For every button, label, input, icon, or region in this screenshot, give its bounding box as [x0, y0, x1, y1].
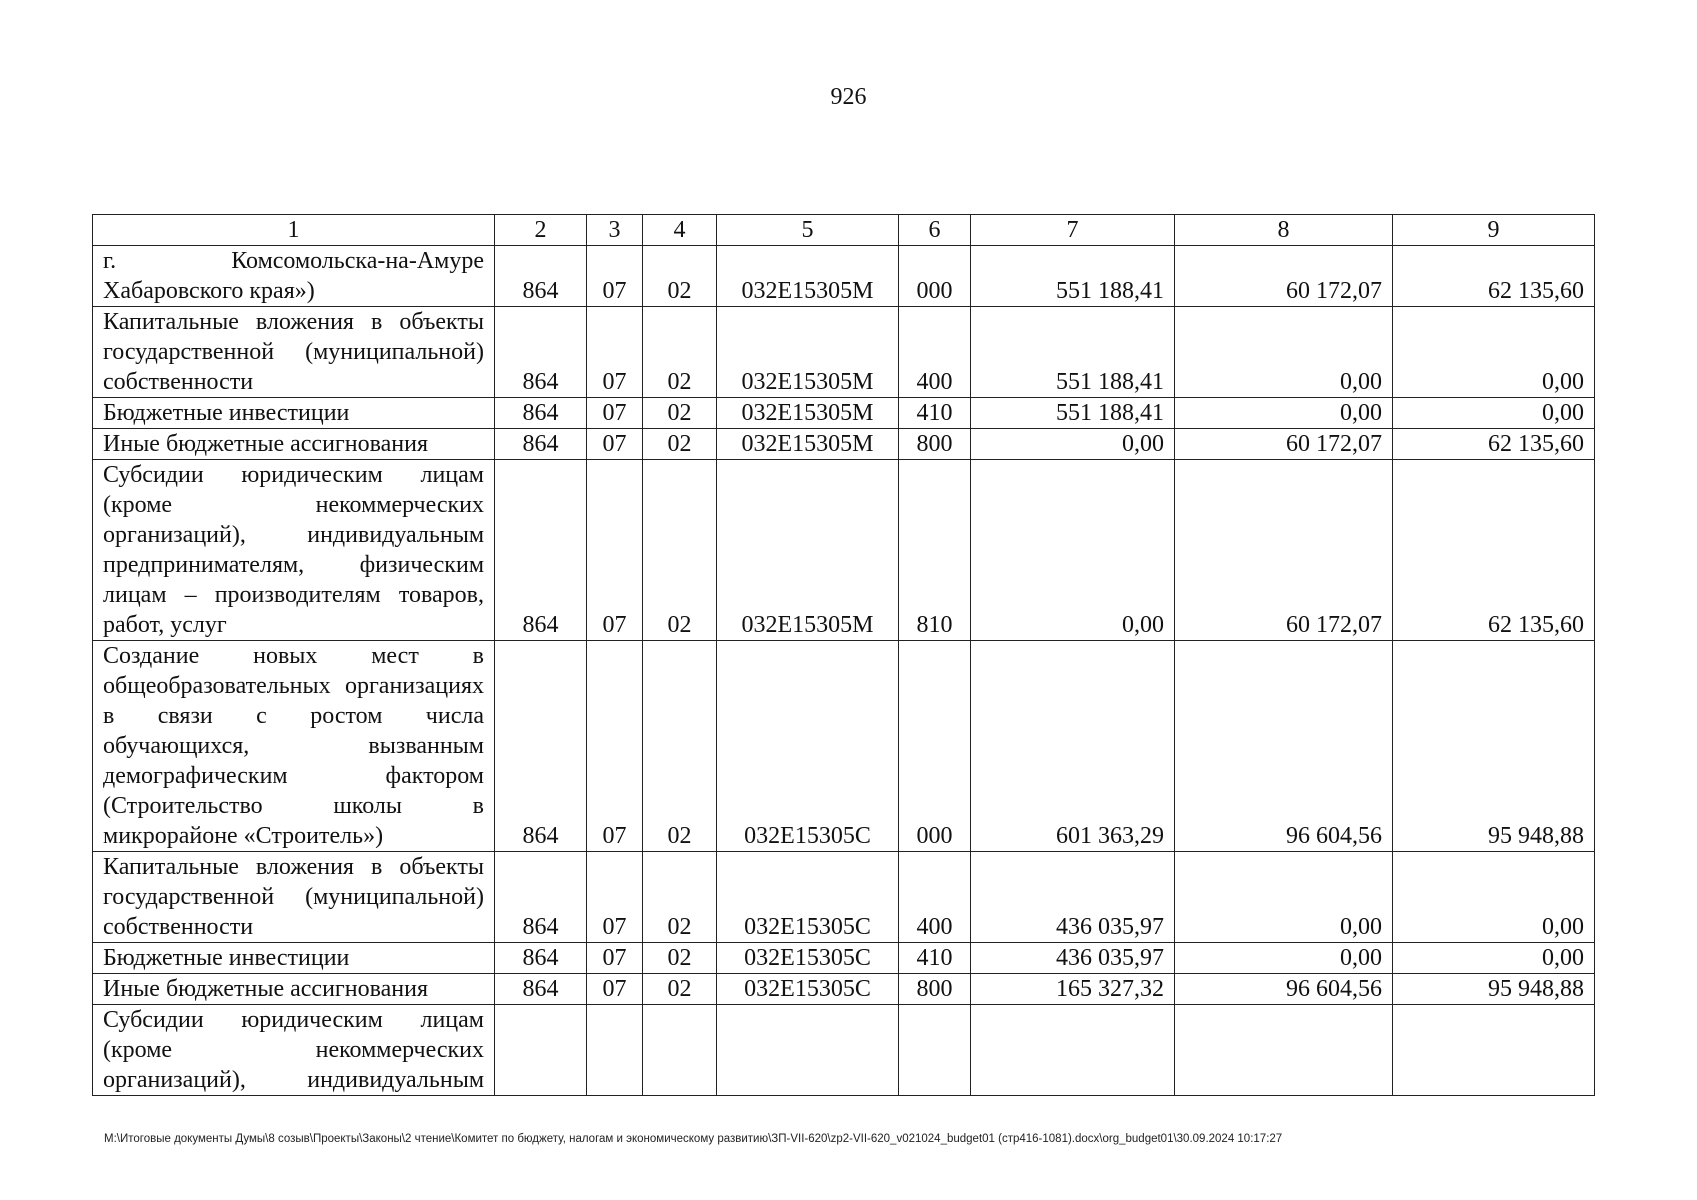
cell-col3: 07 — [587, 429, 643, 460]
cell-col5: 032E15305M — [717, 307, 899, 398]
cell-col6: 410 — [899, 943, 971, 974]
footer-file-path: M:\Итоговые документы Думы\8 созыв\Проекты\Законы\2 чтение\Комитет по бюджету, налогам и экономическому развитию\ЗП-VII-620\zp2-VII-620_v021024_budget01 (стр416-1081).docx\org_budget01\30.09.2024 10:17:27 — [104, 1133, 1283, 1145]
header-cell: 8 — [1175, 215, 1393, 246]
cell-col9: 62 135,60 — [1393, 246, 1595, 307]
cell-col3: 07 — [587, 398, 643, 429]
row-description: Бюджетные инвестиции — [93, 943, 495, 974]
cell-col8: 60 172,07 — [1175, 460, 1393, 641]
cell-col4: 02 — [643, 974, 717, 1005]
cell-col5: 032E15305C — [717, 852, 899, 943]
row-description: Иные бюджетные ассигнования — [93, 974, 495, 1005]
cell-col9: 95 948,88 — [1393, 641, 1595, 852]
cell-col3 — [587, 1005, 643, 1096]
cell-col6 — [899, 1005, 971, 1096]
cell-col2: 864 — [495, 852, 587, 943]
header-row — [93, 215, 1595, 246]
cell-col3: 07 — [587, 852, 643, 943]
cell-col2: 864 — [495, 943, 587, 974]
cell-col8: 96 604,56 — [1175, 641, 1393, 852]
table-row — [93, 1005, 1595, 1096]
cell-col8 — [1175, 1005, 1393, 1096]
cell-col7: 551 188,41 — [971, 398, 1175, 429]
table-row — [93, 307, 1595, 398]
cell-col8: 60 172,07 — [1175, 429, 1393, 460]
table-row — [93, 852, 1595, 943]
cell-col8: 0,00 — [1175, 398, 1393, 429]
cell-col4: 02 — [643, 429, 717, 460]
table-row — [93, 460, 1595, 641]
header-cell: 5 — [717, 215, 899, 246]
header-cell: 3 — [587, 215, 643, 246]
cell-col4: 02 — [643, 641, 717, 852]
cell-col7 — [971, 1005, 1175, 1096]
cell-col5: 032E15305M — [717, 246, 899, 307]
cell-col7: 436 035,97 — [971, 943, 1175, 974]
cell-col5: 032E15305C — [717, 641, 899, 852]
cell-col2: 864 — [495, 246, 587, 307]
cell-col7: 551 188,41 — [971, 307, 1175, 398]
cell-col4: 02 — [643, 307, 717, 398]
cell-col5: 032E15305C — [717, 974, 899, 1005]
table-row — [93, 974, 1595, 1005]
cell-col9: 0,00 — [1393, 852, 1595, 943]
header-cell: 9 — [1393, 215, 1595, 246]
cell-col3: 07 — [587, 974, 643, 1005]
cell-col3: 07 — [587, 943, 643, 974]
cell-col6: 800 — [899, 429, 971, 460]
cell-col2: 864 — [495, 307, 587, 398]
cell-col8: 96 604,56 — [1175, 974, 1393, 1005]
row-description: Субсидии юридическим лицам (кроме некоммерческих организаций), индивидуальным — [93, 1005, 495, 1096]
cell-col4: 02 — [643, 246, 717, 307]
cell-col9: 0,00 — [1393, 307, 1595, 398]
cell-col9 — [1393, 1005, 1595, 1096]
table-row — [93, 641, 1595, 852]
table-row — [93, 943, 1595, 974]
row-description: Бюджетные инвестиции — [93, 398, 495, 429]
cell-col9: 0,00 — [1393, 943, 1595, 974]
row-description: Создание новых мест в общеобразовательных организациях в связи с ростом числа обучающихся, вызванным демографическим фактором (Строительство школы в микрорайоне «Строитель») — [93, 641, 495, 852]
cell-col9: 0,00 — [1393, 398, 1595, 429]
table-row — [93, 246, 1595, 307]
row-description: Иные бюджетные ассигнования — [93, 429, 495, 460]
cell-col5 — [717, 1005, 899, 1096]
cell-col9: 62 135,60 — [1393, 460, 1595, 641]
cell-col7: 551 188,41 — [971, 246, 1175, 307]
cell-col7: 436 035,97 — [971, 852, 1175, 943]
cell-col2: 864 — [495, 974, 587, 1005]
cell-col8: 0,00 — [1175, 852, 1393, 943]
cell-col4 — [643, 1005, 717, 1096]
header-cell: 2 — [495, 215, 587, 246]
cell-col6: 000 — [899, 641, 971, 852]
cell-col4: 02 — [643, 398, 717, 429]
header-cell: 6 — [899, 215, 971, 246]
cell-col4: 02 — [643, 460, 717, 641]
cell-col8: 0,00 — [1175, 307, 1393, 398]
cell-col6: 000 — [899, 246, 971, 307]
cell-col3: 07 — [587, 641, 643, 852]
header-cell: 1 — [93, 215, 495, 246]
cell-col6: 400 — [899, 852, 971, 943]
cell-col9: 95 948,88 — [1393, 974, 1595, 1005]
budget-table — [92, 214, 1595, 1096]
row-description: г. Комсомольска-на-Амуре Хабаровского края») — [93, 246, 495, 307]
row-description: Капитальные вложения в объекты государственной (муниципальной) собственности — [93, 307, 495, 398]
cell-col5: 032E15305M — [717, 398, 899, 429]
row-description: Капитальные вложения в объекты государственной (муниципальной) собственности — [93, 852, 495, 943]
cell-col8: 0,00 — [1175, 943, 1393, 974]
page-number: 926 — [830, 84, 867, 110]
row-description: Субсидии юридическим лицам (кроме некоммерческих организаций), индивидуальным предпринимателям, физическим лицам – производителям товаров, работ, услуг — [93, 460, 495, 641]
cell-col7: 165 327,32 — [971, 974, 1175, 1005]
cell-col2: 864 — [495, 398, 587, 429]
cell-col5: 032E15305M — [717, 460, 899, 641]
cell-col5: 032E15305M — [717, 429, 899, 460]
cell-col3: 07 — [587, 307, 643, 398]
header-cell: 7 — [971, 215, 1175, 246]
cell-col4: 02 — [643, 943, 717, 974]
cell-col9: 62 135,60 — [1393, 429, 1595, 460]
cell-col2 — [495, 1005, 587, 1096]
cell-col6: 810 — [899, 460, 971, 641]
cell-col3: 07 — [587, 246, 643, 307]
cell-col7: 0,00 — [971, 460, 1175, 641]
cell-col2: 864 — [495, 641, 587, 852]
header-cell: 4 — [643, 215, 717, 246]
cell-col6: 400 — [899, 307, 971, 398]
cell-col4: 02 — [643, 852, 717, 943]
cell-col2: 864 — [495, 429, 587, 460]
cell-col6: 410 — [899, 398, 971, 429]
cell-col2: 864 — [495, 460, 587, 641]
cell-col5: 032E15305C — [717, 943, 899, 974]
cell-col7: 0,00 — [971, 429, 1175, 460]
table-row — [93, 429, 1595, 460]
cell-col6: 800 — [899, 974, 971, 1005]
cell-col3: 07 — [587, 460, 643, 641]
cell-col8: 60 172,07 — [1175, 246, 1393, 307]
cell-col7: 601 363,29 — [971, 641, 1175, 852]
table-row — [93, 398, 1595, 429]
